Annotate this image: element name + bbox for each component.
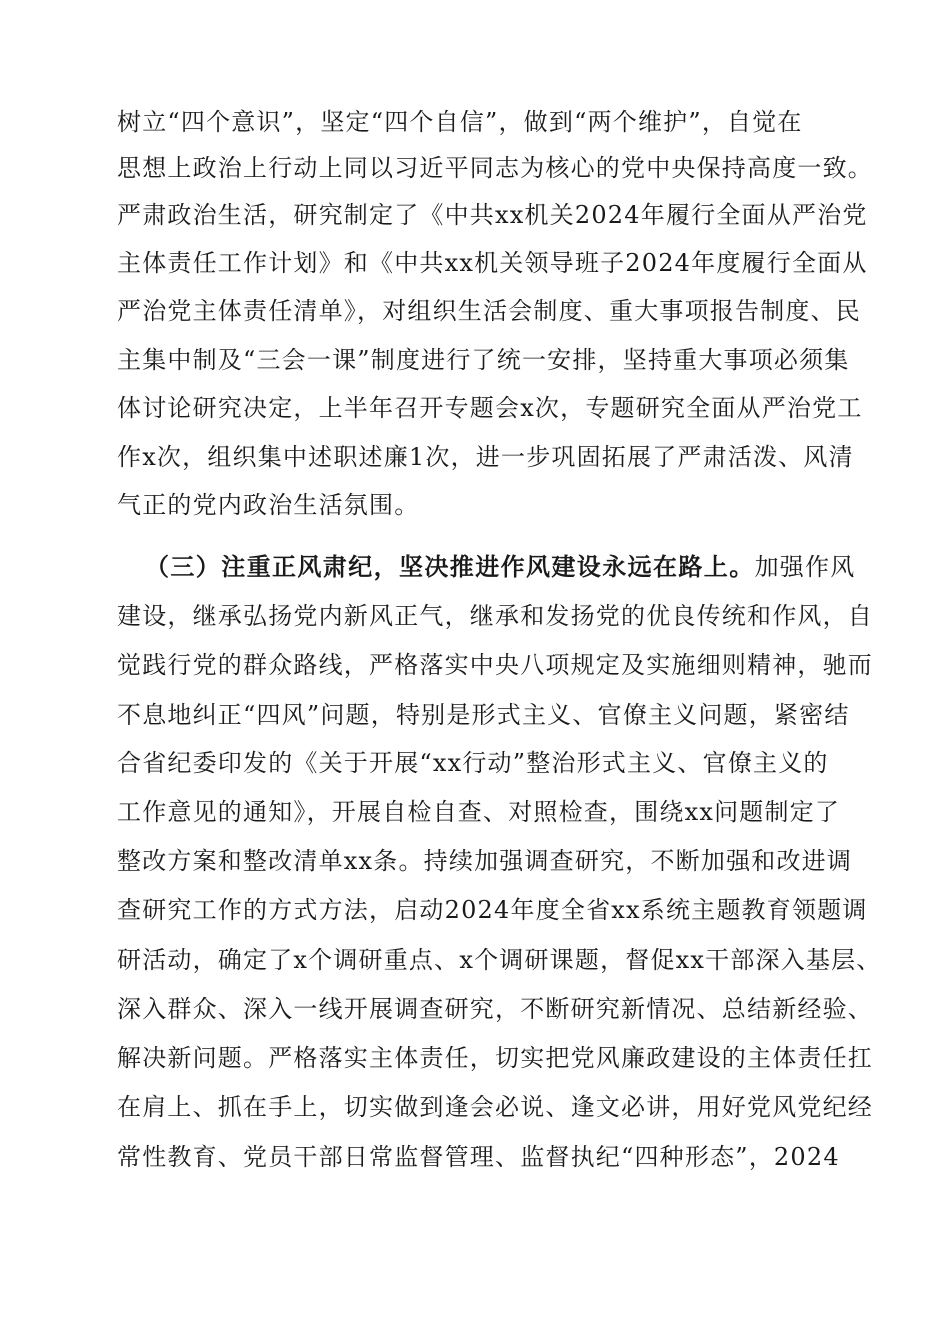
text-line: 合省纪委印发的《关于开展“xx行动”整治形式主义、官僚主义的 bbox=[117, 749, 829, 777]
text-line: 严肃政治生活，研究制定了《中共xx机关2024年履行全面从严治党 bbox=[117, 201, 868, 229]
text-line: 深入群众、深入一线开展调查研究，不断研究新情况、总结新经验、 bbox=[117, 995, 873, 1023]
text-line: 常性教育、党员干部日常监督管理、监督执纪“四种形态”，2024 bbox=[117, 1143, 840, 1171]
text-line: 建设，继承弘扬党内新风正气，继承和发扬党的优良传统和作风，自 bbox=[117, 602, 873, 630]
text-line: 气正的党内政治生活氛围。 bbox=[117, 491, 420, 519]
text-line: 解决新问题。严格落实主体责任，切实把党风廉政建设的主体责任扛 bbox=[117, 1044, 873, 1072]
section-heading-line bbox=[145, 552, 855, 582]
text-line: 主集中制及“三会一课”制度进行了统一安排，坚持重大事项必须集 bbox=[117, 346, 850, 374]
text-line: 整改方案和整改清单xx条。持续加强调查研究，不断加强和改进调 bbox=[117, 847, 853, 875]
text-line: 工作意见的通知》，开展自检自查、对照检查，围绕xx问题制定了 bbox=[117, 798, 841, 826]
text-line: 思想上政治上行动上同以习近平同志为核心的党中央保持高度一致。 bbox=[117, 154, 873, 182]
text-line: 体讨论研究决定，上半年召开专题会x次，专题研究全面从严治党工 bbox=[117, 394, 863, 422]
text-line: 树立“四个意识”，坚定“四个自信”，做到“两个维护”，自觉在 bbox=[117, 108, 803, 136]
section-heading-rest: 加强作风 bbox=[754, 553, 856, 581]
text-line: 作x次，组织集中述职述廉1次，进一步巩固拓展了严肃活泼、风清 bbox=[117, 443, 854, 471]
text-line: 在肩上、抓在手上，切实做到逢会必说、逢文必讲，用好党风党纪经 bbox=[117, 1093, 873, 1121]
text-line: 不息地纠正“四风”问题，特别是形式主义、官僚主义问题，紧密结 bbox=[117, 701, 850, 729]
text-line: 主体责任工作计划》和《中共xx机关领导班子2024年度履行全面从 bbox=[117, 249, 868, 277]
text-line: 觉践行党的群众路线，严格落实中央八项规定及实施细则精神，驰而 bbox=[117, 651, 873, 679]
text-line: 严治党主体责任清单》，对组织生活会制度、重大事项报告制度、民 bbox=[117, 297, 861, 325]
text-line: 研活动，确定了x个调研重点、x个调研课题，督促xx干部深入基层、 bbox=[117, 946, 882, 974]
text-line: 查研究工作的方式方法，启动2024年度全省xx系统主题教育领题调 bbox=[117, 896, 868, 924]
section-heading: （三）注重正风肃纪，坚决推进作风建设永远在路上。 bbox=[145, 553, 755, 581]
